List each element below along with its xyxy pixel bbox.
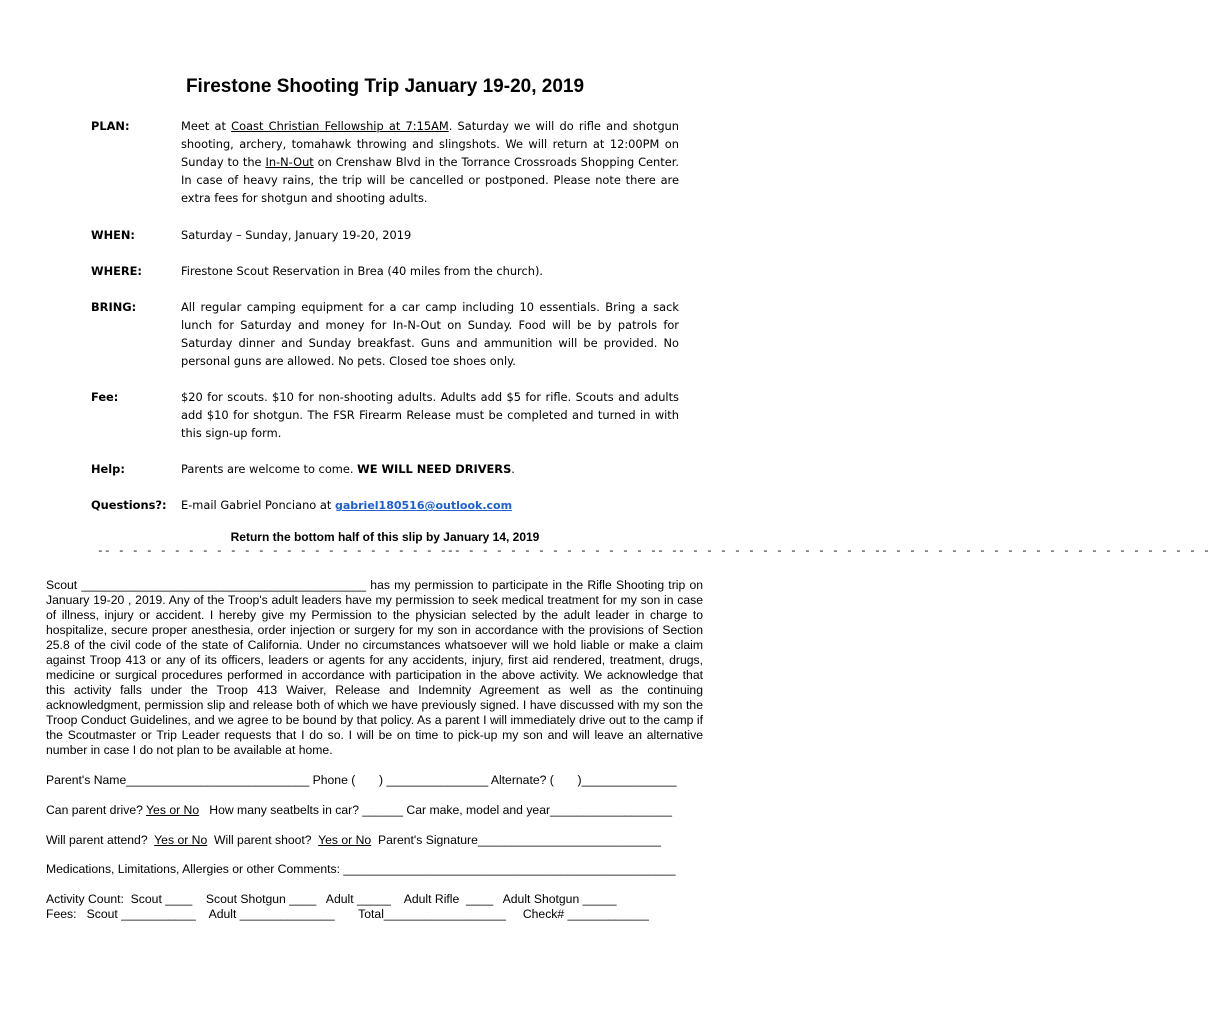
help-label: Help: [91,462,125,476]
fee-label: Fee: [91,390,119,404]
page-title: Firestone Shooting Trip January 19-20, 2019 [185,76,585,97]
help-text: Parents are welcome to come. [181,462,358,476]
scout-name-field[interactable]: __________________________________________ [81,578,367,592]
drive-question: Can parent drive? [46,803,147,817]
drive-yes-no[interactable]: Yes or No [146,803,200,817]
meeting-place: Coast Christian Fellowship at 7:15AM [231,119,449,133]
return-note: Return the bottom half of this slip by January 14, 2019 [230,530,540,544]
parent-signature-field[interactable]: Parent's Signature___________________________ [371,833,661,847]
shoot-yes-no[interactable]: Yes or No [318,833,372,847]
questions-value [181,496,679,515]
where-value: Firestone Scout Reservation in Brea (40 miles from the church). [181,264,544,278]
where-label: WHERE: [91,264,142,278]
fees-line[interactable]: Fees: Scout ___________ Adult ______________ Total__________________ Check# ____________ [46,907,649,921]
seatbelts-question[interactable]: How many seatbelts in car? ______ Car make, model and year__________________ [199,803,673,817]
plan-text [181,117,679,207]
when-value: Saturday – Sunday, January 19-20, 2019 [181,228,412,242]
attend-yes-no[interactable]: Yes or No [154,833,208,847]
medications-line[interactable]: Medications, Limitations, Allergies or other Comments: _________________________________________________ [46,862,676,876]
parent-contact-line[interactable]: Parent's Name___________________________ Phone ( ) _______________ Alternate? ( )______________ [46,773,677,787]
email-link[interactable]: gabriel180516@outlook.com [334,499,513,512]
when-label: WHEN: [91,228,135,242]
shoot-question: Will parent shoot? [207,833,319,847]
fee-value: $20 for scouts. $10 for non-shooting adults. Adults add $5 for rifle. Scouts and adults add $10 for shotgun. The FSR Firearm Release must be completed and turned in with this sign-up form. [181,390,679,440]
plan-text-2: . Saturday we will do rifle and shotgun shooting, archery, tomahawk throwing and slingshots. We will return at 12:00PM on Sunday to the [181,119,679,169]
trip-info [0,0,770,530]
cut-line: -- - - - - - - - - - - - - - - - - - - - - - - - --- - - - - - - - - - - - - - -- -- - - - - - - - - - - - - - -- - - - - - - - - - - - - - - - - - - - - - - - [97,546,1210,558]
questions-text: E-mail Gabriel Ponciano at [181,498,335,512]
plan-text-3: on Crenshaw Blvd in the Torrance Crossroads Shopping Center. In case of heavy rains, the trip will be cancelled or postponed. Please note there are extra fees for shotgun and shooting adults. [181,155,679,205]
drivers-needed: WE WILL NEED DRIVERS [357,462,512,476]
attend-question: Will parent attend? [46,833,155,847]
scout-label: Scout [46,578,78,592]
bring-label: BRING: [91,300,137,314]
consent-text: has my permission to participate in the Rifle Shooting trip on January 19-20 , 2019. Any of the Troop's adult leaders have my permission to seek medical treatment for my son in case of illness, injury or accident. I hereby give my Permission to the physician selected by the adult leader in charge to hospitalize, secure proper anesthesia, order injection or surgery for my son in accordance with the provisions of Section 25.8 of the civil code of the state of California. Under no circumstances whatsoever will we hold liable or make a claim against Troop 413 or any of its officers, leaders or agents for any accidents, injury, first aid rendered, treatment, drugs, medicine or surgical procedures performed in accordance with participation in the above activity. We acknowledge that this activity falls under the Troop 413 Waiver, Release and Indemnity Agreement as well as the continuing acknowledgment, permission slip and release both of which we have previously signed. I have discussed with my son the Troop Conduct Guidelines, and we agree to be bound by that policy. As a parent I will immediately drive out to the camp if the Scoutmaster or Trip Leader requests that I do so. I will be on time to pick-up my son and will leave an alternative number in case I do not plan to be available at home. [46,578,704,757]
consent-paragraph [46,578,703,758]
plan-label: PLAN: [91,119,130,133]
bring-value: All regular camping equipment for a car camp including 10 essentials. Bring a sack lunch for Saturday and money for In-N-Out on Sunday. Food will be by patrols for Saturday dinner and Sunday breakfast. Guns and ammunition will be provided. No personal guns are allowed. No pets. Closed toe shoes only. [181,300,679,368]
help-end: . [511,462,515,476]
questions-label: Questions?: [91,498,167,512]
drive-line[interactable] [46,803,716,818]
attend-line[interactable] [46,833,716,848]
activity-count-line[interactable]: Activity Count: Scout ____ Scout Shotgun ____ Adult _____ Adult Rifle ____ Adult Shotgun _____ [46,892,617,906]
plan-text-1: Meet at [181,119,232,133]
help-value [181,460,679,478]
return-place: In-N-Out [265,155,314,169]
